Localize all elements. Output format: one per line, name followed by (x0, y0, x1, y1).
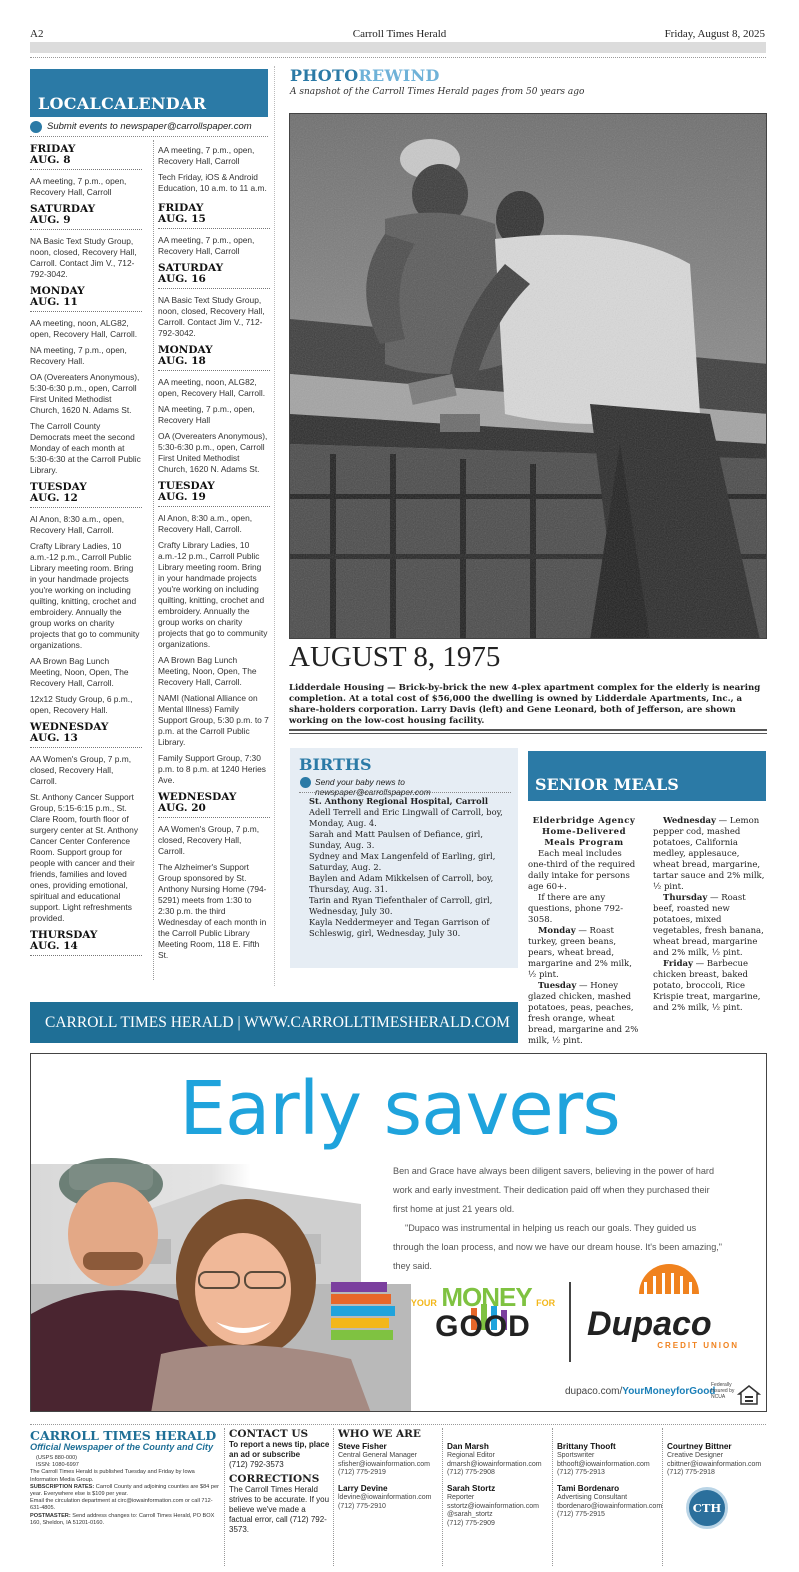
calendar-column-2 (158, 145, 270, 967)
ad-paragraph-1: Ben and Grace have always been diligent savers, believing in the power of hard work and early investment. Their dedication paid off when they purchased their first home at just 21 years old. (393, 1166, 715, 1214)
calendar-day-name: WEDNESDAY (158, 791, 237, 803)
birth-entry: Kayla Neddermeyer and Tegan Garrison of Schleswig, girl, Wednesday, July 30. (309, 917, 490, 938)
calendar-submit-text: Submit events to newspaper@carrollspaper.com (47, 121, 252, 132)
calendar-column-divider (153, 140, 154, 980)
calendar-event: OA (Overeaters Anonymous), 5:30-6:30 p.m., open, Carroll First United Methodist Church, 1620 N. Adams St. (158, 431, 268, 474)
calendar-event: AA meeting, 7 p.m., open, Recovery Hall, Carroll (30, 176, 127, 197)
footer-column-divider (333, 1428, 334, 1566)
calendar-day-name: TUESDAY (30, 481, 87, 493)
staff-brittany-thooft: Brittany Thooft Sportswriter bthooft@iowainformation.com (712) 775-2913 (557, 1442, 650, 1477)
senior-meals-p1: Each meal includes one-third of the required daily intake for persons age 60+. (528, 849, 636, 892)
calendar-day-group (158, 263, 270, 339)
who-we-are-title: WHO WE ARE (338, 1428, 421, 1440)
calendar-event: Al Anon, 8:30 a.m., open, Recovery Hall, Carroll. (158, 513, 253, 534)
equal-housing-icon (739, 1386, 759, 1404)
cth-logo: CTH (686, 1487, 728, 1529)
photo-rewind-subtitle: A snapshot of the Carroll Times Herald pages from 50 years ago (290, 87, 585, 97)
calendar-day-group (158, 481, 270, 786)
masthead-tagline: Official Newspaper of the County and City (30, 1442, 214, 1452)
calendar-date: AUG. 12 (30, 493, 142, 508)
calendar-day-group (158, 792, 270, 961)
calendar-date: AUG. 20 (158, 803, 270, 818)
rule-thick (289, 729, 767, 731)
calendar-day-name: SATURDAY (158, 262, 224, 274)
calendar-day-group (30, 930, 142, 956)
calendar-day-name: WEDNESDAY (30, 721, 109, 733)
calendar-event: AA meeting, noon, ALG82, open, Recovery Hall, Carroll. (30, 318, 138, 339)
calendar-day-name: SATURDAY (30, 203, 96, 215)
births-submit-line (300, 777, 518, 797)
staff-dan-marsh: Dan Marsh Regional Editor dmarsh@iowainformation.com (712) 775-2908 (447, 1442, 542, 1477)
contact-us (229, 1428, 331, 1535)
calendar-day-name: FRIDAY (30, 143, 76, 155)
send-icon (300, 777, 311, 788)
calendar-date: AUG. 16 (158, 274, 270, 289)
corrections-text: The Carroll Times Herald strives to be accurate. If you believe we've made a factual error, call (712) 792-3573. (229, 1485, 330, 1534)
section-divider (274, 66, 275, 986)
menu-monday: Monday — Roast turkey, green beans, pears, wheat bread, margarine and 2% milk, ½ pint. (528, 926, 632, 980)
footer-divider (30, 1424, 766, 1425)
senior-meals-title: SENIOR MEALS (535, 775, 679, 794)
dupaco-logo: Dupaco CREDIT UNION (587, 1305, 739, 1350)
births-list (309, 796, 512, 939)
menu-tuesday: Tuesday — Honey glazed chicken, mashed potatoes, peas, peaches, fresh orange, wheat bread, margarine and 2% milk, ½ pint. (528, 981, 639, 1046)
photo-rewind-date: AUGUST 8, 1975 (289, 641, 501, 673)
menu-friday: Friday — Barbecue chicken breast, baked potato, broccoli, Rice Krispie treat, margarine, and 2% milk, ½ pint. (653, 959, 761, 1013)
ad-body (393, 1162, 723, 1276)
births-box (290, 748, 518, 968)
calendar-event: AA Women's Group, 7 p.m, closed, Recovery Hall, Carroll. (30, 754, 132, 786)
birth-entry: Sydney and Max Langenfeld of Earling, girl, Saturday, Aug. 2. (309, 851, 496, 872)
calendar-event: The Carroll County Democrats meet the second Monday of each month at 5:30-6:30 at the Carroll Public Library. (30, 421, 141, 475)
dupaco-advertisement[interactable] (30, 1053, 767, 1412)
footer-column-divider (224, 1428, 225, 1566)
page-number: A2 (30, 28, 44, 40)
calendar-date: AUG. 15 (158, 214, 270, 229)
photo-rewind-title: PHOTOREWIND (290, 66, 440, 85)
calendar-event: AA meeting, 7 p.m., open, Recovery Hall, Carroll (158, 235, 255, 256)
calendar-date: AUG. 18 (158, 356, 270, 371)
calendar-day-group (30, 722, 142, 924)
calendar-event: NA Basic Text Study Group, noon, closed, Recovery Hall, Carroll. Contact Jim V., 712-792-3042. (30, 236, 137, 279)
calendar-day-group (30, 286, 142, 476)
masthead-name: CARROLL TIMES HERALD (30, 1428, 217, 1443)
calendar-date: AUG. 9 (30, 215, 142, 230)
staff-tami-bordenaro: Tami Bordenaro Advertising Consultant tbordenaro@iowainformation.com (712) 775-2915 (557, 1484, 663, 1519)
senior-meals-column-2 (653, 816, 765, 1014)
photo-bricklayers (290, 114, 767, 639)
calendar-event: Crafty Library Ladies, 10 a.m.-12 p.m., Carroll Public Library meeting room. Bring in your handmade projects you're working on including quilting, knitting, crochet and embroidery. Annually the group works on charity projects that go to community organizations. (158, 540, 268, 649)
photo-caption: Lidderdale Housing — Brick-by-brick the new 4-plex apartment complex for the elderly is nearing completion. At a total cost of $56,000 the dwelling is owned by Lidderdale Apartments, Inc., a share-holders corporation. Larry Davis (left) and Gene Leonard, both of Jefferson, are shown working on the low-cost housing facility. (289, 683, 761, 726)
births-hospital: St. Anthony Regional Hospital, Carroll (309, 796, 489, 806)
publication-info: (USPS 880-000) ISSN: 1080-6997 The Carroll Times Herald is published Tuesday and Friday by Iowa Information Media Group. SUBSCRIPTION RATES: Carroll County and adjoining counties are $84 per year. Everywhere else is $109 per year. Email the circulation department at circ@iowainformation.com or call 712-631-4805. POSTMASTER: Send address changes to: Carroll Times Herald, PO BOX 160, Sheldon, IA 51201-0160. (30, 1455, 219, 1526)
calendar-event: Tech Friday, iOS & Android Education, 10 a.m. to 11 a.m. (158, 172, 267, 193)
calendar-day-name: TUESDAY (158, 480, 215, 492)
calendar-event: AA meeting, 7 p.m., open, Recovery Hall, Carroll (158, 145, 255, 166)
footer-column-divider (662, 1428, 663, 1566)
calendar-event: Al Anon, 8:30 a.m., open, Recovery Hall, Carroll. (30, 514, 125, 535)
calendar-date: AUG. 19 (158, 492, 270, 507)
header-divider (30, 57, 766, 58)
birth-entry: Sarah and Matt Paulsen of Defiance, girl, Sunday, Aug. 3. (309, 829, 483, 850)
calendar-event: NA meeting, 7 p.m., open, Recovery Hall. (30, 345, 127, 366)
birth-entry: Adell Terrell and Eric Lingwall of Carroll, boy, Monday, Aug. 4. (309, 807, 503, 828)
senior-meals-column-1 (528, 816, 640, 1047)
staff-steve-fisher: Steve Fisher Central General Manager sfisher@iowainformation.com (712) 775-2919 (338, 1442, 430, 1477)
birth-entry: Baylen and Adam Mikkelsen of Carroll, boy, Thursday, Aug. 31. (309, 873, 494, 894)
footer-column-divider (442, 1428, 443, 1566)
corrections-title: CORRECTIONS (229, 1473, 320, 1485)
menu-thursday: Thursday — Roast beef, roasted new potatoes, mixed vegetables, fresh banana, wheat bread, margarine and 2% milk, ½ pint. (653, 893, 764, 958)
staff-larry-devine: Larry Devine ldevine@iowainformation.com (712) 775-2910 (338, 1484, 432, 1510)
your-money-for-good-logo: YOUR MONEY FOR GOOD (410, 1282, 556, 1343)
ad-url[interactable]: dupaco.com/YourMoneyforGood (565, 1386, 716, 1397)
ncua-notice: Federally Insured by NCUA (711, 1382, 735, 1400)
ad-paragraph-2: "Dupaco was instrumental in helping us reach our goals. They guided us through the loan process, and now we have our dream house. It's been amazing," they said. (393, 1223, 723, 1271)
website-banner[interactable]: CARROLL TIMES HERALD | WWW.CARROLLTIMESHERALD.COM (30, 1002, 518, 1043)
calendar-day-group (30, 204, 142, 280)
send-icon (30, 121, 42, 133)
footer-column-divider (552, 1428, 553, 1566)
calendar-day-name: MONDAY (158, 344, 213, 356)
menu-wednesday: Wednesday — Lemon pepper cod, mashed potatoes, California medley, applesauce, wheat bread, margarine, tartar sauce and 2% milk, ½ pint. (653, 816, 765, 892)
calendar-event: AA meeting, noon, ALG82, open, Recovery Hall, Carroll. (158, 377, 266, 398)
calendar-event: NA meeting, 7 p.m., open, Recovery Hall (158, 404, 255, 425)
calendar-date: AUG. 13 (30, 733, 142, 748)
calendar-column-1 (30, 144, 142, 962)
calendar-day-group (158, 345, 270, 475)
calendar-event: AA Brown Bag Lunch Meeting, Noon, Open, The Recovery Hall, Carroll. (30, 656, 129, 688)
births-submit-text: Send your baby news to newspaper@carrollspaper.com (315, 777, 431, 797)
calendar-event: AA Brown Bag Lunch Meeting, Noon, Open, The Recovery Hall, Carroll. (158, 655, 257, 687)
header-date: Friday, August 8, 2025 (664, 28, 765, 40)
calendar-day-group (158, 203, 270, 257)
calendar-event: Crafty Library Ladies, 10 a.m.-12 p.m., Carroll Public Library meeting room. Bring in your handmade projects you're working on including quilting, knitting, crochet and embroidery. Annually the group works on charity projects that go to community organizations. (30, 541, 140, 650)
contact-title: CONTACT US (229, 1428, 309, 1440)
calendar-day-group (30, 482, 142, 716)
contact-text: To report a news tip, place an ad or subscribe (229, 1440, 330, 1459)
archive-photo (289, 113, 767, 639)
calendar-event: 12x12 Study Group, 6 p.m., open, Recovery Hall. (30, 694, 133, 715)
calendar-event: OA (Overeaters Anonymous), 5:30-6:30 p.m., open, Carroll First United Methodist Church, 1620 N. Adams St. (30, 372, 140, 415)
header-paper-name: Carroll Times Herald (352, 28, 447, 40)
calendar-submit-line (30, 119, 268, 135)
calendar-event: NAMI (National Alliance on Mental Illness) Family Support Group, 5:30 p.m. to 7 p.m. at the Carroll Public Library. (158, 693, 269, 747)
births-title: BIRTHS (299, 755, 372, 774)
calendar-date: AUG. 8 (30, 155, 142, 170)
calendar-event: NA Basic Text Study Group, noon, closed, Recovery Hall, Carroll. Contact Jim V., 712-792-3042. (158, 295, 265, 338)
calendar-event: St. Anthony Cancer Support Group, 5:15-6:15 p.m., St. Clare Room, fourth floor of surgery center at St. Anthony Cancer Center Conference Room. Support group for people with cancer and their friends, families and loved ones, providing emotional, spiritual and educational support. Light refreshments provided. (30, 792, 139, 923)
senior-meals-p2: If there are any questions, phone 792-3058. (528, 893, 624, 925)
calendar-event: Family Support Group, 7:30 p.m. to 8 p.m. at 1240 Heries Ave. (158, 753, 266, 785)
local-calendar-title: LOCALCALENDAR (38, 94, 207, 113)
ad-headline: Early savers (179, 1066, 620, 1152)
contact-phone[interactable]: (712) 792-3573 (229, 1460, 284, 1469)
calendar-date: AUG. 14 (30, 941, 142, 956)
birth-entry: Tarin and Ryan Tiefenthaler of Carroll, girl, Wednesday, July 30. (309, 895, 493, 916)
calendar-event: The Alzheimer's Support Group sponsored by St. Anthony Nursing Home (794-5291) meets from 1:30 to 2:30 p.m. the third Wednesday of each month in the Carroll Public Library Meeting Room, 118 E. Fifth St. (158, 862, 267, 960)
calendar-date: AUG. 11 (30, 297, 142, 312)
rule-thin (289, 733, 767, 734)
calendar-day-name: FRIDAY (158, 202, 204, 214)
calendar-divider (30, 136, 268, 137)
calendar-day-group (30, 144, 142, 198)
staff-courtney-bittner: Courtney Bittner Creative Designer cbittner@iowainformation.com (712) 775-2918 (667, 1442, 762, 1477)
births-divider (299, 792, 511, 793)
staff-sarah-stortz: Sarah Stortz Reporter sstortz@iowainformation.com @sarah_stortz (712) 775-2909 (447, 1484, 539, 1527)
calendar-day-name: THURSDAY (30, 929, 98, 941)
local-calendar-header (30, 69, 268, 117)
senior-meals-header (528, 751, 766, 801)
calendar-day-name: MONDAY (30, 285, 85, 297)
header-bar (30, 42, 766, 53)
calendar-event: AA Women's Group, 7 p.m, closed, Recovery Hall, Carroll. (158, 824, 260, 856)
senior-meals-intro: Elderbridge Agency Home-Delivered Meals Program (532, 816, 636, 848)
